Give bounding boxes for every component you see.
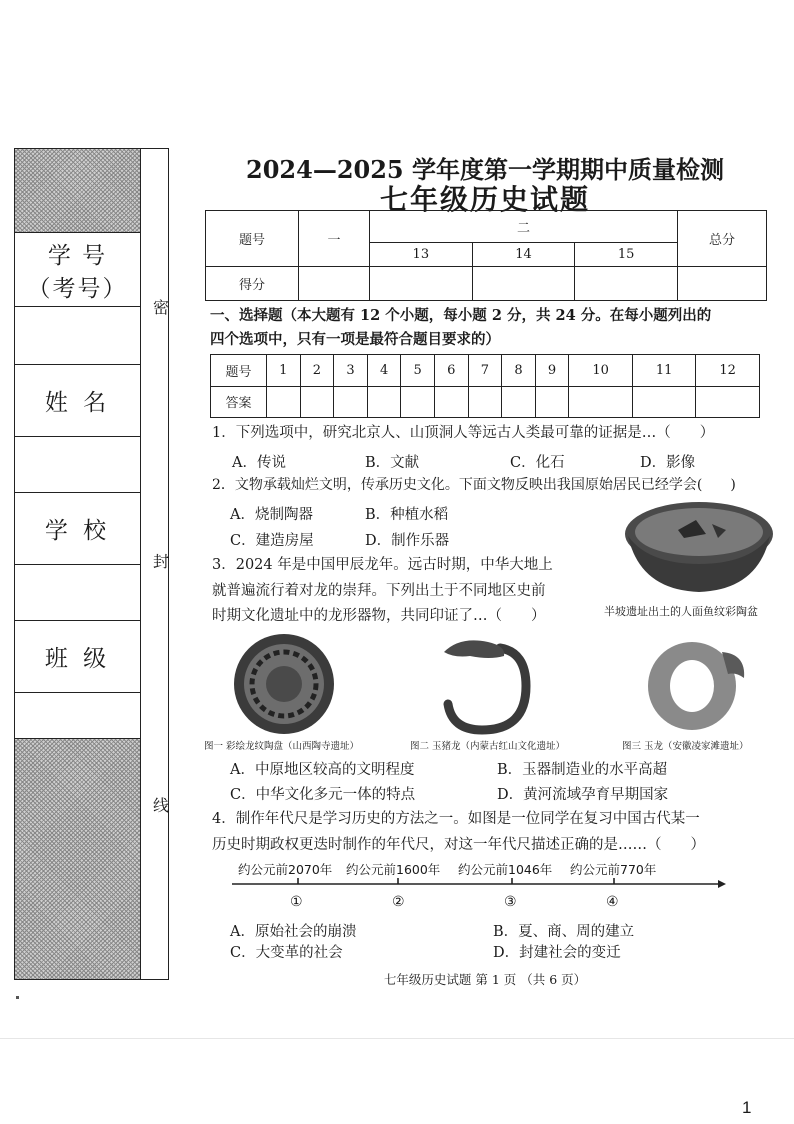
student-id-label: 学 号 [47, 242, 108, 269]
section-one-heading-1: 一、选择题（本大题有 12 个小题，每小题 2 分，共 24 分。在每小题列出的 [210, 307, 712, 324]
question-3-line-2: 就普遍流行着对龙的崇拜。下列出土于不同地区史前 [212, 583, 546, 599]
pottery-basin-caption: 半坡遗址出土的人面鱼纹彩陶盆 [604, 605, 758, 618]
answer-num-9: 9 [535, 355, 569, 387]
answer-cell-11[interactable] [632, 386, 696, 418]
score-total-label: 总分 [678, 211, 767, 267]
hatched-block-bottom [15, 739, 140, 979]
q3-option-a: A．中原地区较高的文明程度 [230, 762, 415, 778]
exam-subtitle: 七年级历史试题 [379, 183, 590, 216]
timeline-mark-2: ② [392, 894, 405, 910]
section-one-heading-2: 四个选项中，只有一项是最符合题目要求的） [210, 331, 500, 348]
page-divider [0, 1038, 794, 1039]
question-4-line-1: 4．制作年代尺是学习历史的方法之一。如图是一位同学在复习中国古代某一 [212, 811, 700, 827]
pottery-basin-image [620, 494, 778, 596]
answer-cell-7[interactable] [468, 386, 502, 418]
exam-title: 2024—2025 学年度第一学期期中质量检测 [246, 155, 724, 184]
q3-option-c: C．中华文化多元一体的特点 [230, 787, 416, 803]
q2-option-c: C．建造房屋 [230, 533, 314, 549]
q1-option-c: C．化石 [510, 455, 565, 471]
answer-num-4: 4 [367, 355, 401, 387]
answer-num-3: 3 [334, 355, 368, 387]
answer-cell-10[interactable] [569, 386, 633, 418]
question-4-line-2: 历史时期政权更迭时制作的年代尺，对这一年代尺描述正确的是……（ ） [212, 837, 705, 853]
answer-cell-4[interactable] [367, 386, 401, 418]
answer-num-12: 12 [696, 355, 760, 387]
score-cell-15[interactable] [575, 267, 678, 301]
q2-option-a: A．烧制陶器 [230, 507, 313, 523]
seal-char-mi: 密 [153, 298, 170, 317]
answer-row-label: 题号 [211, 355, 267, 387]
answer-cell-8[interactable] [502, 386, 536, 418]
answer-num-7: 7 [468, 355, 502, 387]
score-row-label: 题号 [206, 211, 299, 267]
score-item-14: 14 [472, 243, 575, 267]
q1-option-a: A．传说 [232, 455, 286, 471]
q1-option-d: D．影像 [640, 455, 696, 471]
timeline-axis [228, 876, 728, 892]
answer-table [210, 354, 760, 418]
class-blank[interactable] [15, 693, 140, 739]
name-blank[interactable] [15, 437, 140, 493]
answer-cell-1[interactable] [267, 386, 301, 418]
binding-panel [14, 148, 169, 980]
score-cell-1[interactable] [299, 267, 370, 301]
timeline-mark-4: ④ [606, 894, 619, 910]
scan-dot [16, 996, 19, 999]
score-item-15: 15 [575, 243, 678, 267]
q3-option-b: B．玉器制造业的水平高超 [497, 762, 668, 778]
q4-option-d: D．封建社会的变迁 [493, 945, 621, 961]
answer-num-11: 11 [632, 355, 696, 387]
question-2-text: 2．文物承载灿烂文明，传承历史文化。下面文物反映出我国原始居民已经学会( ) [212, 477, 736, 493]
name-label: 姓 名 [44, 390, 111, 416]
seal-char-xian: 线 [153, 796, 170, 815]
figure-1-caption: 图一 彩绘龙纹陶盘（山西陶寺遗址） [204, 741, 360, 752]
class-label: 班 级 [44, 646, 111, 672]
q4-option-c: C．大变革的社会 [230, 945, 343, 961]
info-column [15, 149, 141, 979]
figure-2-caption: 图二 玉猪龙（内蒙古红山文化遗址） [410, 741, 566, 752]
question-3-line-3: 时期文化遗址中的龙形器物，共同印证了…（ ） [212, 608, 546, 624]
student-id-blank[interactable] [15, 307, 140, 365]
school-label: 学 校 [44, 518, 111, 544]
timeline-label-4: 约公元前770年 [570, 862, 657, 877]
page-number: 1 [742, 1098, 752, 1117]
answer-cell-3[interactable] [334, 386, 368, 418]
score-table [205, 210, 767, 301]
score-cell-total[interactable] [678, 267, 767, 301]
figure-3-caption: 图三 玉龙（安徽凌家滩遗址） [622, 741, 749, 752]
question-1-text: 1．下列选项中，研究北京人、山顶洞人等远古人类最可靠的证据是…（ ） [212, 425, 715, 441]
student-id-cell [15, 233, 140, 307]
score-item-13: 13 [370, 243, 473, 267]
name-cell [15, 365, 140, 437]
hatched-block-top [15, 149, 140, 233]
timeline-label-3: 约公元前1046年 [458, 862, 553, 877]
page-footer: 七年级历史试题 第 1 页 （共 6 页） [383, 972, 587, 987]
timeline-label-1: 约公元前2070年 [238, 862, 333, 877]
answer-num-2: 2 [300, 355, 334, 387]
answer-num-1: 1 [267, 355, 301, 387]
exam-id-label: （考号） [27, 275, 128, 302]
school-blank[interactable] [15, 565, 140, 621]
score-cell-14[interactable] [472, 267, 575, 301]
dragon-plate-image [232, 632, 336, 736]
timeline-mark-1: ① [290, 894, 303, 910]
school-cell [15, 493, 140, 565]
score-cell-13[interactable] [370, 267, 473, 301]
score-section-two: 二 [370, 211, 678, 243]
answer-cell-12[interactable] [696, 386, 760, 418]
answer-num-10: 10 [569, 355, 633, 387]
answer-cell-9[interactable] [535, 386, 569, 418]
timeline-label-2: 约公元前1600年 [346, 862, 441, 877]
score-section-one: 一 [299, 211, 370, 267]
timeline-mark-3: ③ [504, 894, 517, 910]
answer-num-6: 6 [434, 355, 468, 387]
answer-cell-6[interactable] [434, 386, 468, 418]
q4-option-b: B．夏、商、周的建立 [493, 924, 635, 940]
answer-label: 答案 [211, 386, 267, 418]
seal-char-feng: 封 [153, 552, 170, 571]
answer-num-8: 8 [502, 355, 536, 387]
answer-cell-2[interactable] [300, 386, 334, 418]
jade-dragon-ring-image [636, 632, 754, 736]
jade-pig-dragon-image [430, 630, 550, 740]
answer-cell-5[interactable] [401, 386, 435, 418]
q1-option-b: B．文献 [365, 455, 420, 471]
question-3-line-1: 3．2024 年是中国甲辰龙年。远古时期，中华大地上 [212, 557, 553, 573]
q4-option-a: A．原始社会的崩溃 [230, 924, 357, 940]
q3-option-d: D．黄河流域孕育早期国家 [497, 787, 669, 803]
q2-option-b: B．种植水稻 [365, 507, 449, 523]
answer-num-5: 5 [401, 355, 435, 387]
score-label: 得分 [206, 267, 299, 301]
q2-option-d: D．制作乐器 [365, 533, 450, 549]
class-cell [15, 621, 140, 693]
